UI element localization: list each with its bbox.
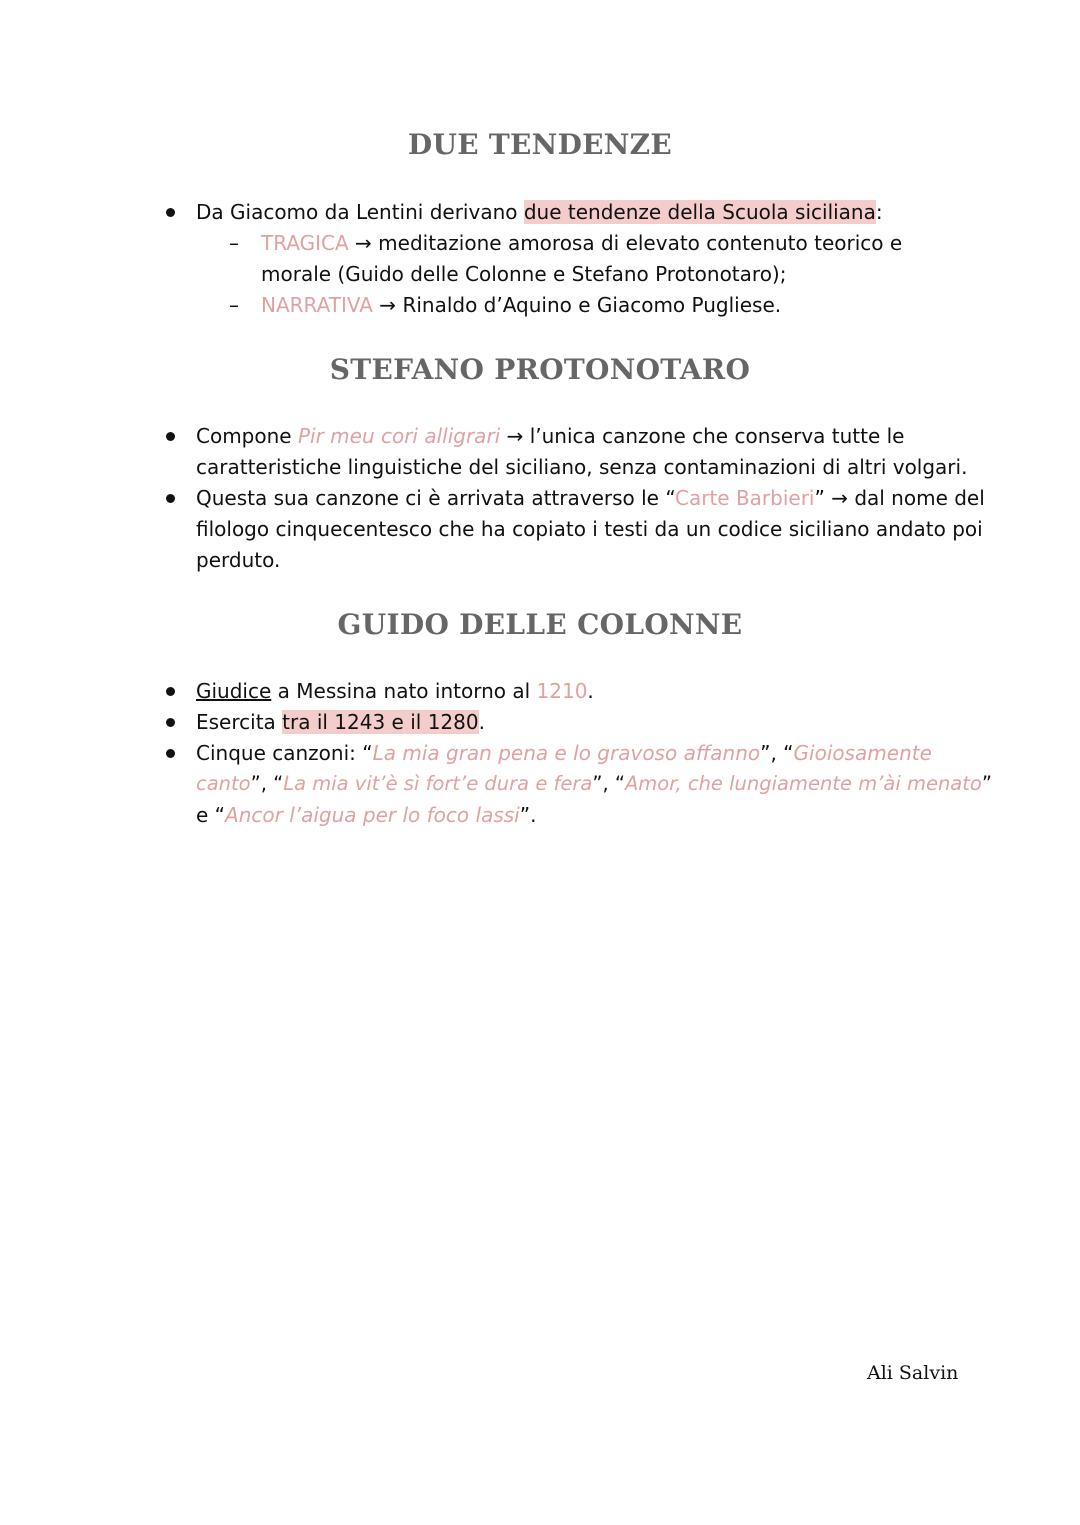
- bullet-icon: [166, 494, 175, 503]
- list-item: Questa sua canzone ci è arrivata attraverso le “Carte Barbieri” → dal nome del: [196, 486, 985, 510]
- list-item-continuation: e “Ancor l’aigua per lo foco lassi”.: [196, 803, 537, 827]
- song-title: Ancor l’aigua per lo foco lassi: [225, 803, 520, 827]
- sub-list-item-narrativa: NARRATIVA → Rinaldo d’Aquino e Giacomo Pugliese.: [261, 293, 782, 317]
- carte-barbieri: Carte Barbieri: [675, 486, 815, 510]
- list-item: Cinque canzoni: “La mia gran pena e lo gravoso affanno”, “Gioiosamente: [196, 741, 932, 765]
- bullet-icon: [166, 718, 175, 727]
- dash-icon: –: [229, 231, 239, 255]
- bullet-icon: [166, 749, 175, 758]
- sub-list-item-tragica: TRAGICA → meditazione amorosa di elevato contenuto teorico e: [261, 231, 903, 255]
- narrativa-label: NARRATIVA: [261, 293, 373, 317]
- underlined-text: Giudice: [196, 679, 272, 703]
- song-title: Gioiosamente: [793, 741, 932, 765]
- list-item: Da Giacomo da Lentini derivano due tendenze della Scuola siciliana:: [196, 200, 883, 224]
- tragica-label: TRAGICA: [261, 231, 349, 255]
- list-item: Esercita tra il 1243 e il 1280.: [196, 710, 485, 734]
- work-title: Pir meu cori alligrari: [297, 424, 501, 448]
- list-item-continuation: perduto.: [196, 548, 281, 572]
- year-text: 1210: [536, 679, 588, 703]
- song-title: La mia vit’è sì fort’e dura e fera: [283, 772, 593, 795]
- list-item: Compone Pir meu cori alligrari → l’unica canzone che conserva tutte le: [196, 424, 905, 448]
- bullet-icon: [166, 687, 175, 696]
- highlighted-text: tra il 1243 e il 1280: [282, 710, 479, 734]
- list-item-continuation: canto”, “La mia vit’è sì fort’e dura e fera”, “Amor, che lungiamente m’ài menato”: [196, 772, 992, 795]
- list-item: Giudice a Messina nato intorno al 1210.: [196, 679, 594, 703]
- list-item-continuation: filologo cinquecentesco che ha copiato i testi da un codice siciliano andato poi: [196, 517, 983, 541]
- list-item-continuation: caratteristiche linguistiche del siciliano, senza contaminazioni di altri volgari.: [196, 455, 968, 479]
- section-title-guido-delle-colonne: GUIDO DELLE COLONNE: [337, 608, 743, 641]
- author-footer: Ali Salvin: [867, 1362, 959, 1384]
- sub-list-item-continuation: morale (Guido delle Colonne e Stefano Protonotaro);: [261, 262, 787, 286]
- song-title: La mia gran pena e lo gravoso affanno: [372, 741, 761, 765]
- dash-icon: –: [229, 293, 239, 317]
- bullet-icon: [166, 208, 175, 217]
- bullet-icon: [166, 432, 175, 441]
- song-title: Amor, che lungiamente m’ài menato: [624, 772, 982, 795]
- section-title-due-tendenze: DUE TENDENZE: [407, 128, 673, 161]
- song-title: canto: [196, 772, 251, 795]
- section-title-stefano-protonotaro: STEFANO PROTONOTARO: [329, 353, 751, 386]
- highlighted-text: due tendenze della Scuola siciliana: [523, 200, 876, 224]
